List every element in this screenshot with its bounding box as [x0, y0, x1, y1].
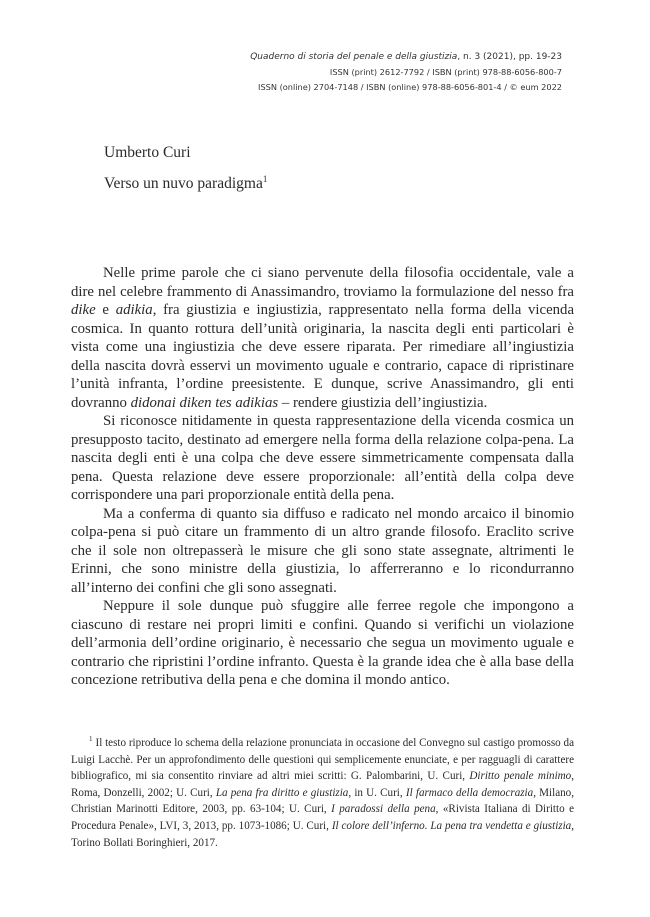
text-run: e	[95, 302, 116, 318]
text-run: Ma a conferma di quanto sia diffuso e radicato nel mondo arcaico il binomio colpa-pena si può citare un frammento di un altro grande filosofo. Eraclito scrive che il sole non oltrepasserà le misure che gli sono state assegnate, altrimenti le Erinni, che sono ministre della giustizia, lo afferreranno e lo ricondurranno all’interno dei confini che gli sono assegnati.	[71, 505, 574, 596]
text-run: , in U. Curi,	[348, 786, 406, 799]
text-run: , «Rivista Italiana di Diritto e Procedura Penale», LVI, 3, 2013, pp. 1073-1086; U. Curi,	[71, 803, 574, 832]
article-title	[104, 175, 267, 193]
text-run: Il testo riproduce lo schema della relazione pronunciata in occasione del Convegno sul castigo promosso da Luigi Lacchè. Per un approfondimento delle questioni qui semplicemente enunciate, e per ragguagli di carattere bibliografico, mi sia consentito rinviare ad altri miei scritti: G. Palombarini, U. Curi,	[71, 737, 574, 783]
journal-issue: , n. 3 (2021), pp. 19-23	[457, 52, 562, 62]
issn-online: ISSN (online) 2704-7148 / ISBN (online) 978-88-6056-801-4 / © eum 2022	[258, 82, 562, 92]
author-name: Umberto Curi	[104, 144, 191, 161]
footnote-mark: 1	[89, 735, 93, 744]
italic-run: La pena fra diritto e giustizia	[215, 786, 349, 799]
body-paragraph	[71, 505, 574, 598]
italic-run: didonai diken tes adikias	[130, 394, 279, 411]
italic-run: I paradossi della pena	[331, 803, 436, 816]
running-header	[250, 50, 562, 95]
footnote-text	[71, 735, 574, 851]
journal-name: Quaderno di storia del penale e della giustizia	[250, 52, 458, 62]
italic-run: Il colore dell’inferno. La pena tra vendetta e giustizia	[331, 819, 572, 832]
body-paragraph	[71, 264, 574, 412]
text-run: – rendere giustizia dell’ingiustizia.	[278, 394, 488, 411]
article-title-text: Verso un nuvo paradigma	[104, 175, 263, 192]
footnote	[71, 735, 574, 851]
text-run: , Milano, Christian Marinotti Editore, 2003, pp. 63-104; U. Curi,	[71, 786, 574, 816]
body-paragraph	[71, 597, 574, 690]
italic-run: Il farmaco della democrazia	[405, 786, 534, 799]
text-run: Neppure il sole dunque può sfuggire alle ferree regole che impongono a ciascuno di restare nei propri limiti e confini. Quando si verifichi un violazione dell’armonia dell’ordine originario, è necessario che segua un movimento uguale e contrario che ripristini l’ordine infranto. Questa è la grande idea che è alla base della concezione retributiva della pena e che domina il mondo antico.	[71, 598, 574, 688]
journal-citation	[250, 50, 562, 65]
italic-run: adikia	[115, 302, 153, 318]
text-run: , fra giustizia e ingiustizia, rappresentato nella forma della vicenda cosmica. In quanto rottura dell’unità originaria, la nascita degli enti particolari è vista come una ingiustizia che deve essere riparata. Per rimediare all’ingiustizia della nascita dovrà esservi un movimento uguale e contrario, capace di ripristinare l’unità infranta, l’ordine preesistente. E dunque, scrive Anassimandro, gli enti dovranno	[71, 302, 575, 411]
body-paragraph	[71, 412, 574, 505]
issn-print: ISSN (print) 2612-7792 / ISBN (print) 978-88-6056-800-7	[329, 67, 562, 77]
text-run: Nelle prime parole che ci siano pervenute della filosofia occidentale, vale a dire nel celebre frammento di Anassimandro, troviamo la formulazione del nesso fra	[71, 265, 574, 300]
italic-run: Diritto penale minimo	[469, 770, 572, 783]
text-run: , Torino Bollati Boringhieri, 2017.	[71, 819, 574, 849]
italic-run: dike	[71, 302, 96, 318]
title-footnote-mark: 1	[262, 173, 268, 184]
text-run: , Roma, Donzelli, 2002; U. Curi,	[71, 770, 574, 799]
text-run: Si riconosce nitidamente in questa rappresentazione della vicenda cosmica un presupposto tacito, destinato ad emergere nella forma della relazione colpa-pena. La nascita degli enti è una colpa che deve essere simmetricamente compensata dalla pena. Questa relazione deve essere proporzionale: all’entità della colpa deve corrispondere una pari proporzionale entità della pena.	[71, 413, 574, 503]
article-body	[71, 264, 574, 690]
